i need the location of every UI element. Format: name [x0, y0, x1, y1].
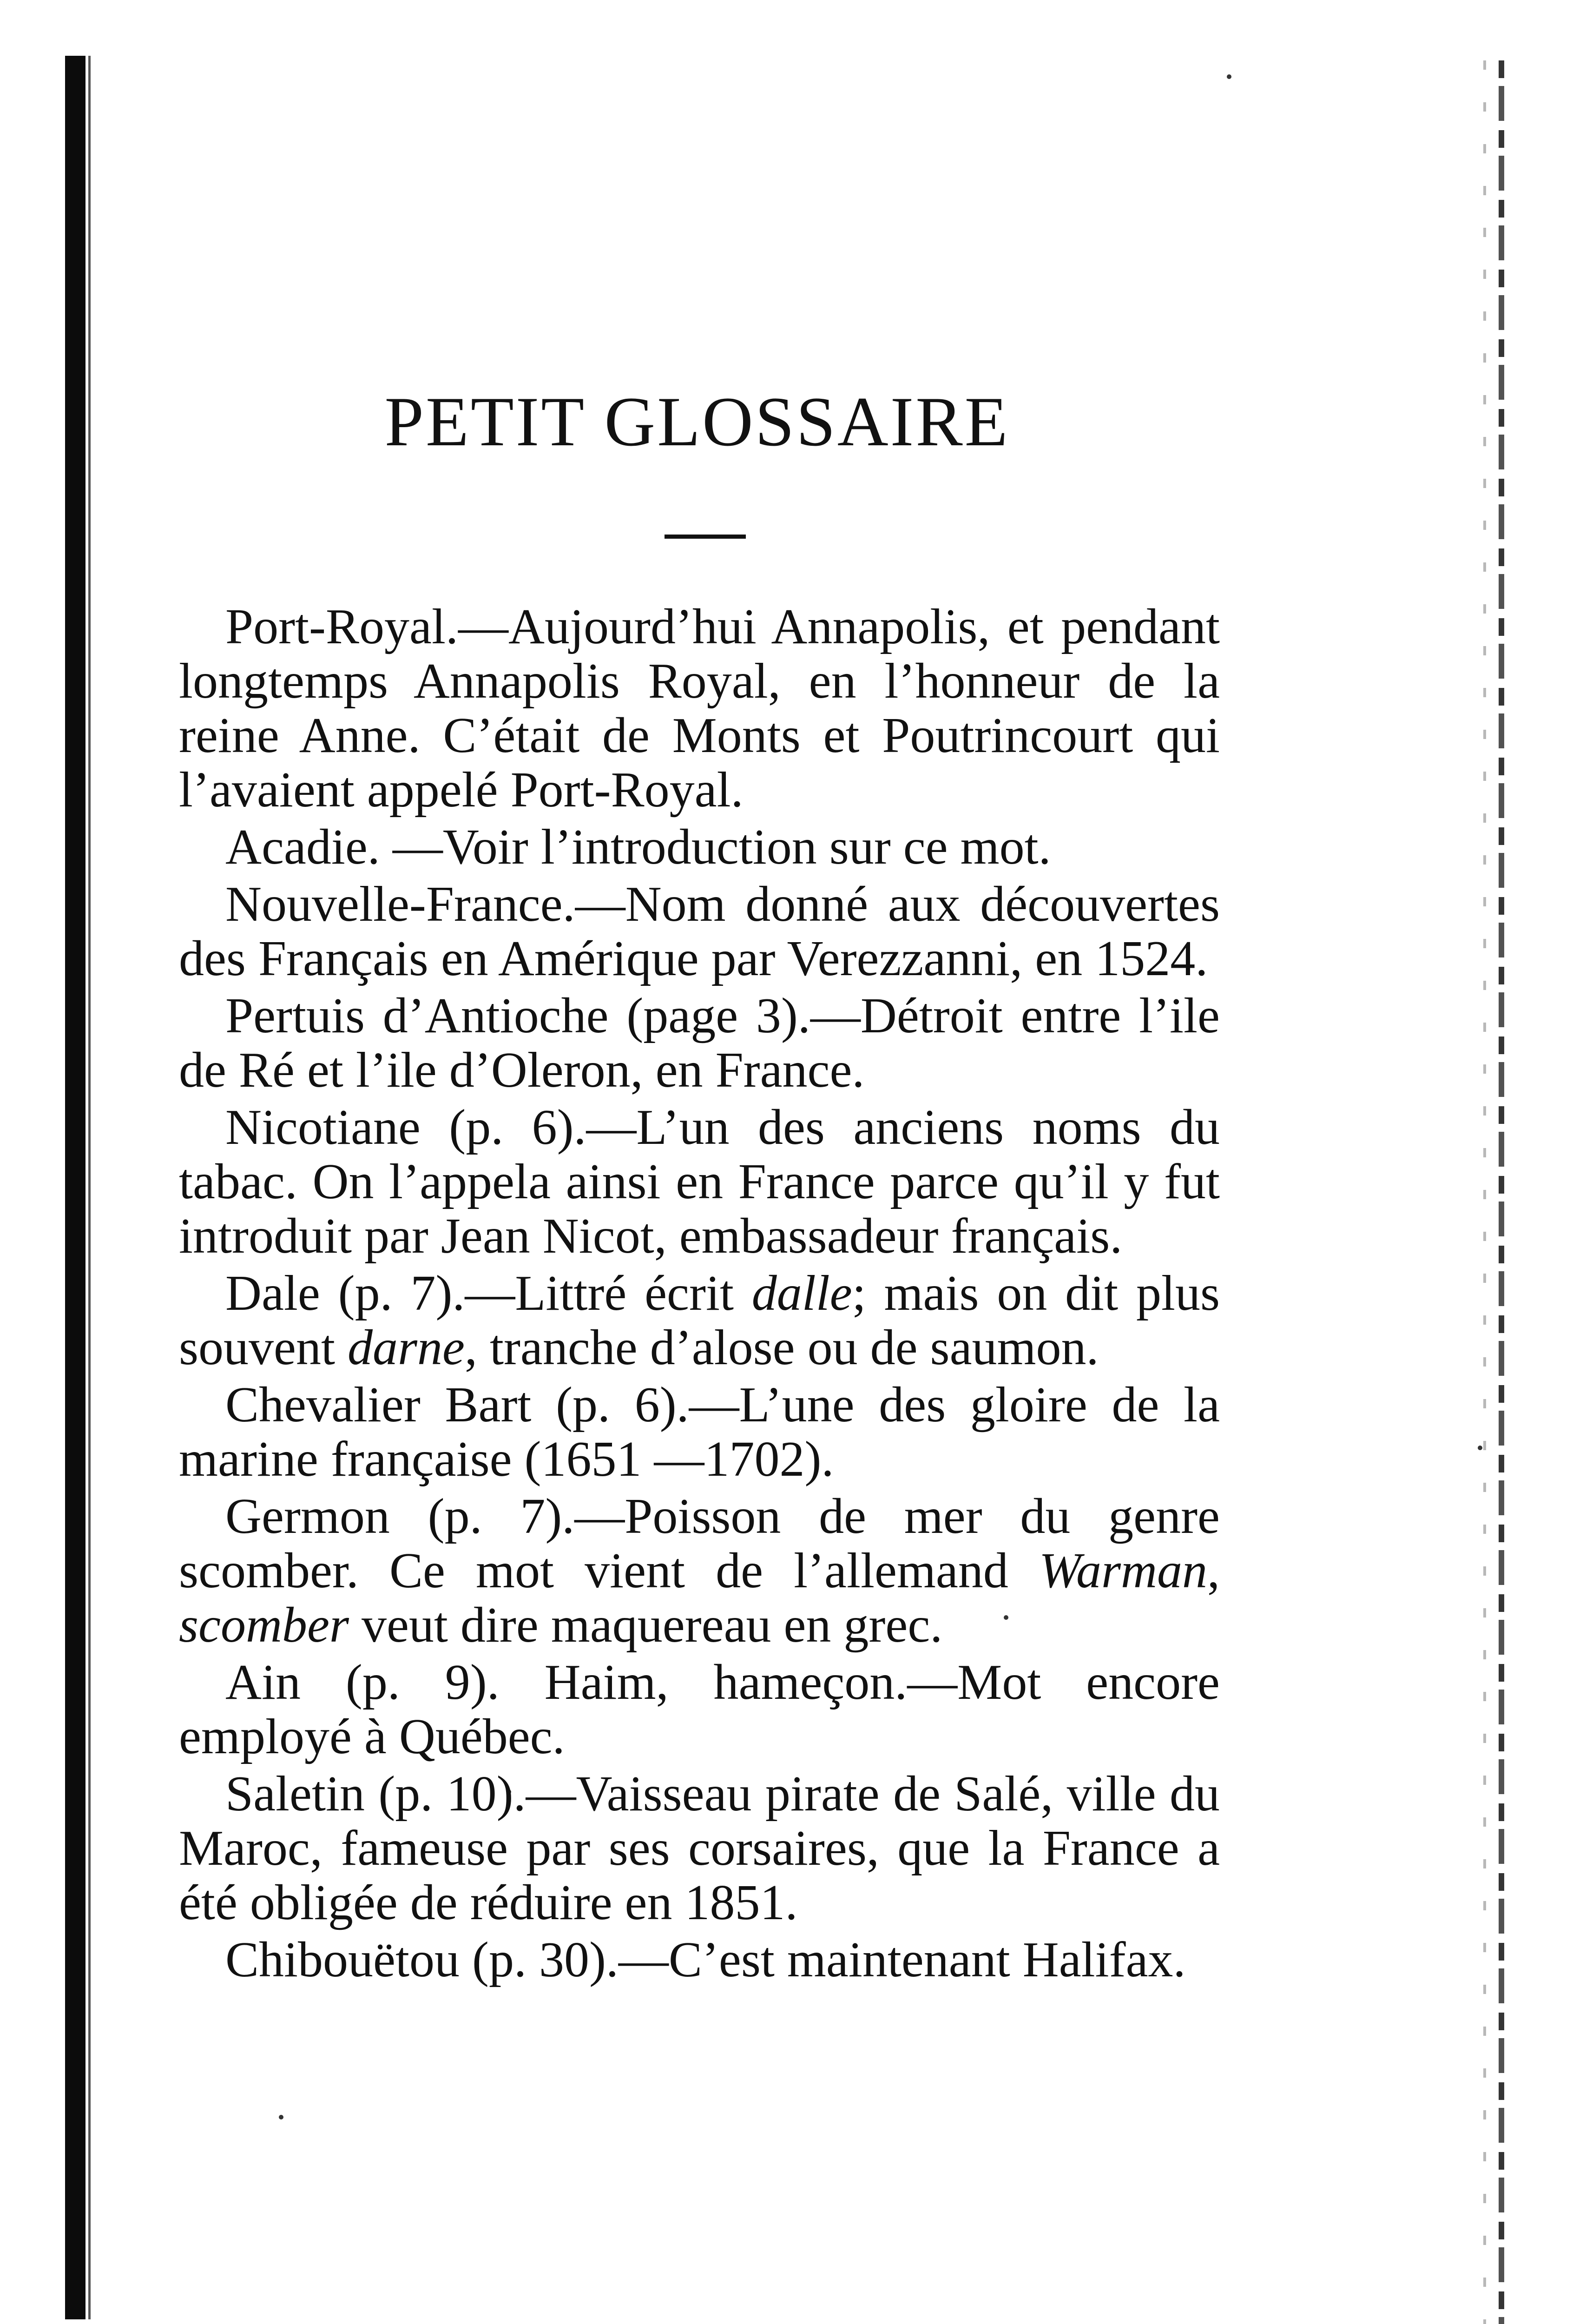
glossary-definition: —Voir l’introduction sur ce mot. — [380, 819, 1051, 875]
glossary-italic-word: scomber — [179, 1598, 349, 1653]
glossary-definition-cont: veut dire maquereau en grec. — [349, 1598, 943, 1653]
glossary-definition-cont: , tranche d’alose ou de saumon. — [464, 1320, 1099, 1375]
glossary-term: Germon — [225, 1489, 390, 1544]
glossary-term: Saletin — [225, 1766, 365, 1822]
title-rule — [665, 535, 746, 539]
glossary-entry — [179, 1266, 1220, 1375]
glossary-entry — [179, 820, 1220, 874]
glossary-entry — [179, 1378, 1220, 1486]
glossary-entry — [179, 877, 1220, 986]
page-edge-right — [1499, 60, 1504, 2324]
glossary-term: Pertuis d’Antioche — [225, 988, 609, 1043]
glossary-entry — [179, 1933, 1220, 1987]
glossary-definition: (p. 7).—Poisson de mer du genre scomber. Ce mot vient de l’allemand — [179, 1489, 1220, 1598]
glossary-term: Dale — [225, 1266, 320, 1321]
glossary-italic-word: darne — [347, 1320, 465, 1375]
glossary-definition: (p. 10).—Vaisseau pirate de Salé, ville du Maroc, fameuse par ses corsaires, que la France a été obligée de réduire en 1851. — [179, 1766, 1220, 1930]
glossary-list — [179, 600, 1220, 1990]
glossary-definition: (p. 6).—L’un des anciens noms du tabac. On l’appela ainsi en France parce qu’il y fut introduit par Jean Nicot, embassadeur français. — [179, 1100, 1220, 1264]
glossary-entry — [179, 600, 1220, 817]
glossary-italic-word: dalle — [751, 1266, 852, 1321]
glossary-definition: (page 3).—Détroit entre l’ile de Ré et l’ile d’Oleron, en France. — [179, 988, 1220, 1098]
page-title: PETIT GLOSSAIRE — [384, 383, 1010, 461]
scan-speck — [1227, 74, 1231, 79]
glossary-entry — [179, 989, 1220, 1097]
glossary-definition: (p. 7).—Littré écrit — [320, 1266, 752, 1321]
glossary-term: Ain — [225, 1655, 301, 1710]
glossary-term: Nouvelle-France. — [225, 877, 575, 932]
glossary-entry — [179, 1489, 1220, 1652]
glossary-definition: (p. 9). Haim, hameçon.—Mot encore employé à Québec. — [179, 1655, 1220, 1764]
glossary-definition-cont: , — [1207, 1543, 1220, 1598]
glossary-term: Acadie. — [225, 819, 380, 875]
glossary-entry — [179, 1100, 1220, 1263]
glossary-term: Port-Royal. — [225, 599, 458, 654]
glossary-entry — [179, 1767, 1220, 1930]
glossary-italic-word: Warman — [1039, 1543, 1207, 1598]
glossary-definition: (p. 30).—C’est maintenant Halifax. — [459, 1932, 1186, 1987]
scan-speck — [279, 2115, 283, 2119]
glossary-definition: (p. 6).—L’une des gloire de la marine française (1651 —1702). — [179, 1377, 1220, 1487]
glossary-term: Chevalier Bart — [225, 1377, 532, 1433]
glossary-term: Chibouëtou — [225, 1932, 460, 1987]
glossary-definition: —Nom donné aux découvertes des Français en Amérique par Verezzanni, en 1524. — [179, 877, 1220, 986]
scan-speck — [1478, 1446, 1482, 1450]
page-edge-right-noise — [1483, 60, 1486, 2324]
glossary-term: Nicotiane — [225, 1100, 421, 1155]
glossary-entry — [179, 1655, 1220, 1764]
glossary-definition: —Aujourd’hui Annapolis, et pendant longtemps Annapolis Royal, en l’honneur de la reine Anne. C’était de Monts et Poutrincourt qui l’avaient appelé Port-Royal. — [179, 599, 1220, 818]
glossary-definition-cont: ; mais on dit plus souvent — [179, 1266, 1220, 1375]
